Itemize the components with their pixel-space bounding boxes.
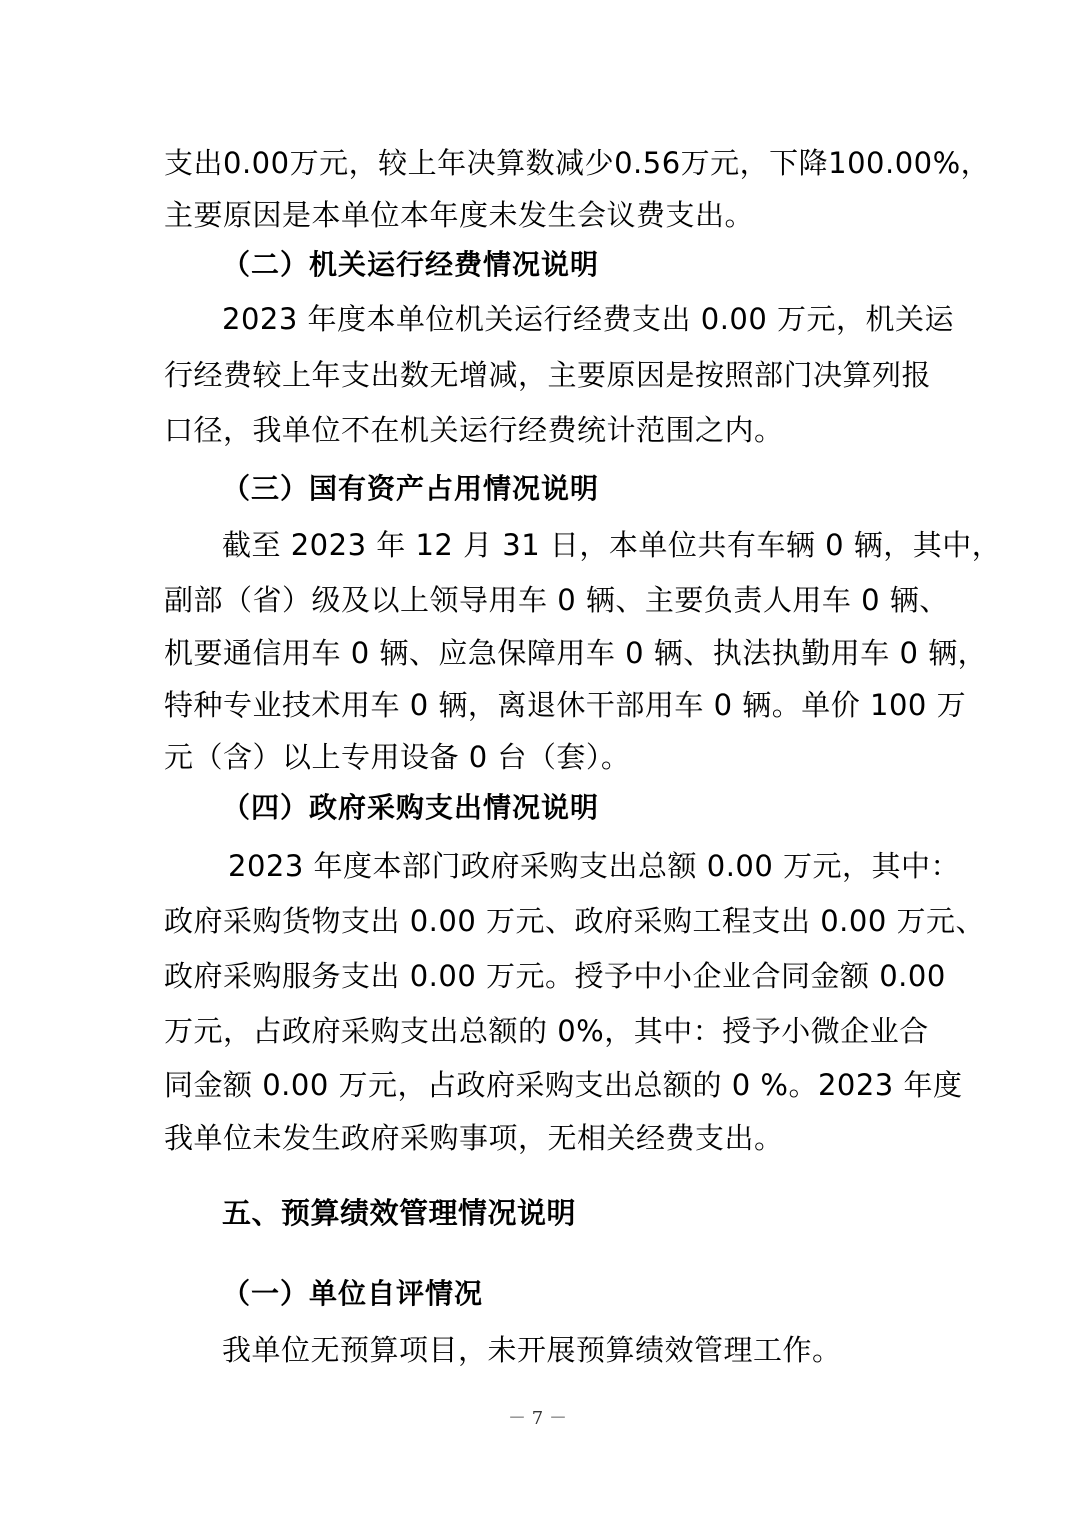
paragraph-line: 支出0.00万元，较上年决算数减少0.56万元，下降100.00%， [164,146,991,180]
paragraph-line: 截至 2023 年 12 月 31 日，本单位共有车辆 0 辆，其中， [222,528,1002,562]
paragraph-line: 政府采购服务支出 0.00 万元。授予中小企业合同金额 0.00 [164,959,946,993]
paragraph-line: 机要通信用车 0 辆、应急保障用车 0 辆、执法执勤用车 0 辆， [164,636,988,670]
paragraph-line: 主要原因是本单位本年度未发生会议费支出。 [164,198,755,232]
paragraph-line: 2023 年度本单位机关运行经费支出 0.00 万元，机关运 [222,302,955,336]
page-number: － 7 － [508,1408,567,1429]
subsection-heading: （三）国有资产占用情况说明 [222,472,600,505]
section-heading: 五、预算绩效管理情况说明 [222,1196,577,1230]
subsection-heading: （二）机关运行经费情况说明 [222,248,600,281]
paragraph-line: 万元，占政府采购支出总额的 0%，其中：授予小微企业合 [164,1014,929,1048]
paragraph-line: 口径，我单位不在机关运行经费统计范围之内。 [164,413,784,447]
paragraph-line: 同金额 0.00 万元，占政府采购支出总额的 0 %。2023 年度 [164,1068,963,1102]
paragraph-line: 元（含）以上专用设备 0 台（套）。 [164,740,631,774]
paragraph-line: 我单位未发生政府采购事项，无相关经费支出。 [164,1121,784,1155]
paragraph-line: 副部（省）级及以上领导用车 0 辆、主要负责人用车 0 辆、 [164,583,949,617]
paragraph-line: 政府采购货物支出 0.00 万元、政府采购工程支出 0.00 万元、 [164,904,986,938]
paragraph-line: 2023 年度本部门政府采购支出总额 0.00 万元，其中： [228,849,961,883]
paragraph-line: 行经费较上年支出数无增减，主要原因是按照部门决算列报 [164,358,932,392]
subsection-heading: （四）政府采购支出情况说明 [222,791,600,824]
paragraph-line: 我单位无预算项目，未开展预算绩效管理工作。 [222,1333,842,1367]
paragraph-line: 特种专业技术用车 0 辆，离退休干部用车 0 辆。单价 100 万 [164,688,967,722]
subsection-heading: （一）单位自评情况 [222,1277,484,1310]
